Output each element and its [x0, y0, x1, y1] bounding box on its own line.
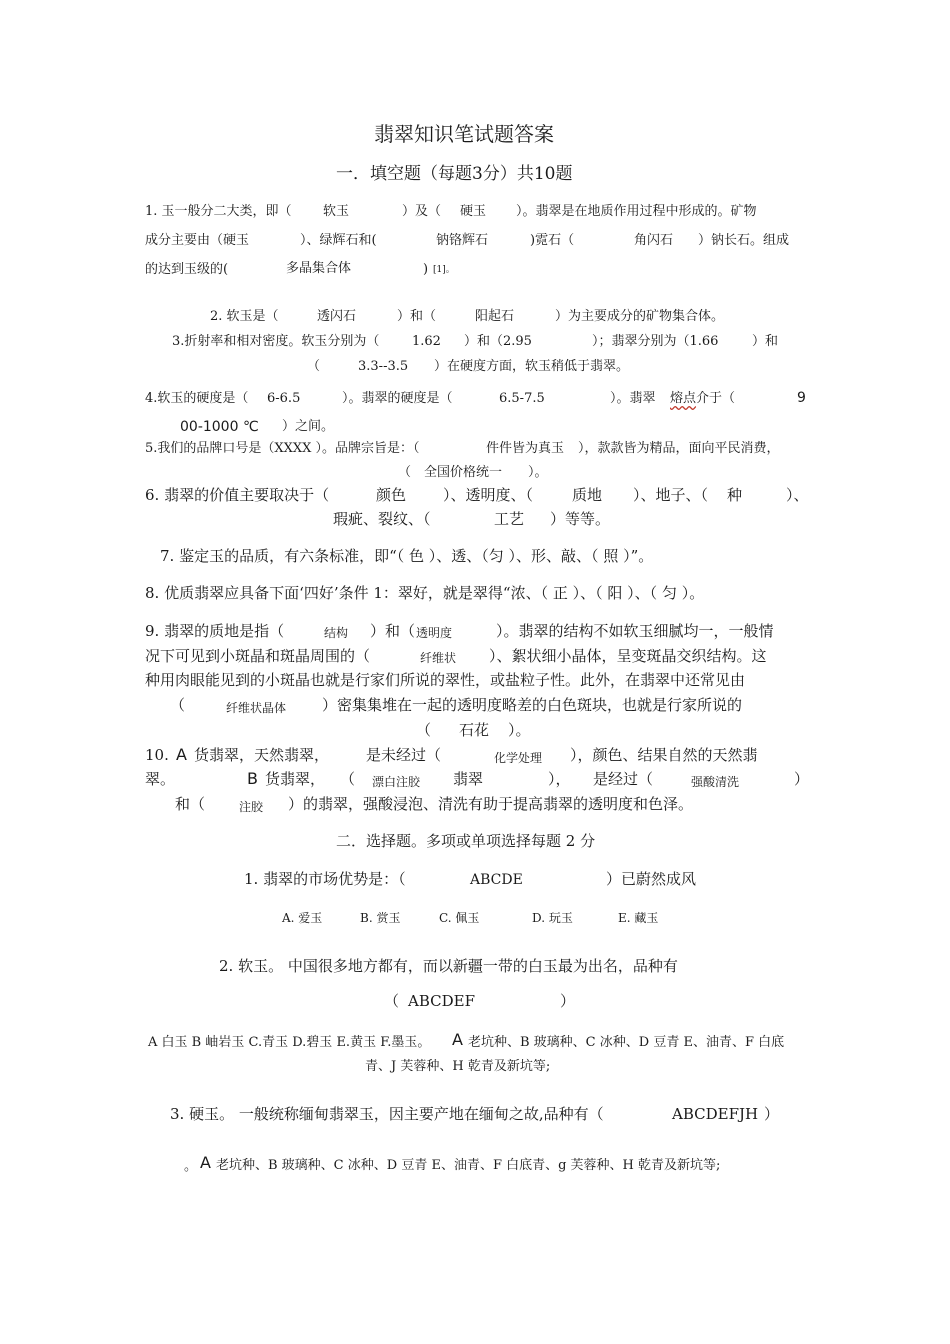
- q9-text: 9. 翡翠的质地是指（: [145, 622, 285, 640]
- q1-text: 成分主要由（硬玉: [145, 233, 250, 248]
- m1-option: D. 玩玉: [532, 911, 573, 925]
- q6-answer: 工艺: [494, 510, 525, 528]
- m2-text: A: [452, 1030, 463, 1049]
- q9-answer: 纤维状: [420, 651, 457, 665]
- page-title: 翡翠知识笔试题答案: [374, 122, 554, 146]
- q4-answer: 6-6.5: [267, 391, 301, 406]
- q1-text: ）。翡翠是在地质作用过程中形成的。矿物: [516, 204, 757, 219]
- q10-text: ）的翡翠，强酸浸泡、清洗有助于提高翡翠的透明度和色泽。: [288, 795, 694, 813]
- m3-text: A: [200, 1153, 211, 1172]
- m1-text: ）已蔚然成风: [606, 870, 697, 888]
- q10-text: 翠。: [145, 770, 176, 788]
- q10-text: 货翡翠，天然翡翠，: [194, 746, 330, 764]
- m1-option: A. 爱玉: [282, 911, 323, 925]
- m2-text: 老坑种、B 玻璃种、C 冰种、D 豆青 E、油青、F 白底: [468, 1035, 785, 1050]
- q1-text: ): [423, 262, 429, 277]
- q6-text: ）等等。: [550, 510, 611, 528]
- m1-option: C. 佩玉: [439, 911, 480, 925]
- q4-text: ）。翡翠的硬度是（: [342, 391, 453, 406]
- m2-text: A 白玉 B 岫岩玉 C.青玉 D.碧玉 E.黄玉 F.墨玉。: [148, 1035, 431, 1050]
- m1-option: E. 藏玉: [618, 911, 659, 925]
- q4-text: 介于（: [696, 391, 736, 406]
- q2-text: ）为主要成分的矿物集合体。: [555, 309, 725, 324]
- q2-answer: 透闪石: [317, 309, 357, 324]
- q9-text: ）和（: [370, 622, 416, 640]
- q1-text: 1. 玉一般分二大类，即（: [145, 204, 292, 219]
- q9-answer: 透明度: [416, 626, 453, 640]
- q4-spellcheck-word: 熔点: [670, 391, 697, 406]
- m1-option: B. 赏玉: [360, 911, 401, 925]
- q10-answer: 注胶: [239, 800, 264, 814]
- q2-text: ）和（: [397, 309, 437, 324]
- q6-answer: 质地: [572, 486, 603, 504]
- q2-text: 2. 软玉是（: [210, 309, 279, 324]
- q2-answer: 阳起石: [475, 309, 515, 324]
- q10-text: ），颜色、结果自然的天然翡: [570, 746, 758, 764]
- question-7: 7. 鉴定玉的品质，有六条标准，即“（ 色 ）、透、（匀 ）、形、敲、（ 照 ）”。: [160, 547, 654, 565]
- q1-answer: 钠铬辉石: [436, 233, 489, 248]
- q3-answer: 1.62: [412, 334, 441, 349]
- q10-text: B: [247, 769, 258, 788]
- q5-text: （: [398, 465, 412, 480]
- q5-text: ）。: [528, 465, 548, 480]
- q1-text: 的达到玉级的(: [145, 262, 229, 277]
- m2-text: ）: [560, 992, 576, 1010]
- q1-answer: 多晶集合体: [286, 261, 352, 276]
- q9-text: 况下可见到小斑晶和斑晶周围的（: [145, 647, 371, 665]
- q9-text: ）。: [508, 721, 531, 739]
- q9-text: （: [170, 696, 186, 714]
- q6-text: ）、透明度、（: [443, 486, 534, 504]
- q10-text: 10.: [145, 746, 169, 764]
- q10-answer: 漂白注胶: [372, 775, 421, 789]
- q4-answer: 9: [797, 390, 806, 406]
- q10-text: A: [176, 745, 187, 764]
- q3-text: 3.折射率和相对密度。软玉分别为（: [172, 334, 380, 349]
- q6-answer: 颜色: [376, 486, 407, 504]
- q6-text: 瑕疵、裂纹、（: [333, 510, 431, 528]
- m3-text: 老坑种、B 玻璃种、C 冰种、D 豆青 E、油青、F 白底青、g 芙蓉种、H 乾青及新坑等;: [216, 1158, 721, 1173]
- q4-text: ）之间。: [282, 419, 335, 434]
- q3-text: ）和: [752, 334, 779, 349]
- m2-text: 青、J 芙蓉种、H 乾青及新坑等;: [365, 1059, 551, 1074]
- q9-text: ）、絮状细小晶体，呈变斑晶交织结构。这: [489, 647, 767, 665]
- m3-text: ）: [764, 1105, 780, 1123]
- m3-text: 。: [184, 1159, 198, 1174]
- q10-text: 是经过（: [593, 770, 654, 788]
- q10-text: （: [340, 770, 356, 788]
- q9-text: （: [416, 721, 432, 739]
- q10-text: ），: [548, 770, 571, 788]
- section-heading-fill-in: 一．填空题（每题3分）共10题: [336, 164, 573, 184]
- q10-answer: 强酸清洗: [691, 775, 740, 789]
- q3-text: ）；翡翠分别为（1.66: [592, 334, 719, 349]
- q3-text: ）和（2.95: [464, 334, 532, 349]
- q5-text: ），款款皆为精品，面向平民消费，: [578, 441, 780, 456]
- m1-answer: ABCDE: [470, 872, 523, 888]
- section-heading-choice: 二．选择题。多项或单项选择每题 2 分: [336, 832, 596, 850]
- q10-text: ）: [794, 770, 810, 788]
- q4-answer: 6.5-7.5: [499, 391, 545, 406]
- q9-text: ）密集集堆在一起的透明度略差的白色斑块，也就是行家所说的: [322, 696, 743, 714]
- q10-text: 货翡翠，: [265, 770, 326, 788]
- m3-text: 3. 硬玉。 一般统称缅甸翡翠玉，因主要产地在缅甸之故,品种有（: [170, 1105, 604, 1123]
- q4-answer: 00-1000 ℃: [180, 419, 259, 435]
- q3-text: ）在硬度方面，软玉稍低于翡翠。: [434, 359, 630, 374]
- q6-text: 6. 翡翠的价值主要取决于（: [145, 486, 330, 504]
- q1-text: ）钠长石。组成: [698, 233, 790, 248]
- q5-answer: 件件皆为真玉: [486, 441, 565, 456]
- q5-text: 5.我们的品牌口号是（XXXX ）。品牌宗旨是：（: [145, 441, 420, 456]
- q10-text: 是未经过（: [366, 746, 442, 764]
- q10-answer: 翡翠: [453, 770, 484, 788]
- q6-answer: 种: [727, 486, 743, 504]
- q6-text: ）、地子、（: [633, 486, 709, 504]
- q1-answer: 角闪石: [634, 233, 674, 248]
- question-8: 8. 优质翡翠应具备下面‘四好’条件 1：翠好，就是翠得“浓、（ 正 ）、（ 阳 ）、（ 匀 ）。: [145, 584, 705, 602]
- q5-answer: 全国价格统一: [424, 465, 503, 480]
- m2-answer: ABCDEF: [408, 992, 475, 1010]
- m3-answer: ABCDEFJH: [672, 1105, 759, 1123]
- q10-text: 和（: [175, 795, 206, 813]
- q4-text: ）。翡翠: [610, 391, 656, 406]
- q3-answer: 3.3--3.5: [358, 359, 409, 374]
- q6-text: ）、: [786, 486, 809, 504]
- q1-text: ）、绿辉石和(: [300, 233, 377, 248]
- q3-text: （: [307, 359, 321, 374]
- q1-footnote: [1]。: [433, 265, 455, 275]
- q1-text: )霓石（: [530, 233, 575, 248]
- m1-text: 1. 翡翠的市场优势是：（: [244, 870, 406, 888]
- q9-text: ）。翡翠的结构不如软玉细腻均一，一般情: [496, 622, 774, 640]
- q9-answer: 石花: [459, 721, 490, 739]
- q10-answer: 化学处理: [494, 751, 543, 765]
- m2-text: （: [384, 992, 400, 1010]
- q1-answer: 软玉: [323, 204, 350, 219]
- q9-answer: 结构: [324, 626, 349, 640]
- q1-text: ）及（: [402, 204, 442, 219]
- m2-text: 2. 软玉。 中国很多地方都有，而以新疆一带的白玉最为出名，品种有: [219, 957, 678, 975]
- q4-text: 4.软玉的硬度是（: [145, 391, 249, 406]
- q9-answer: 纤维状晶体: [226, 701, 287, 715]
- q1-answer: 硬玉: [460, 204, 487, 219]
- q9-text: 种用肉眼能见到的小斑晶也就是行家们所说的翠性，或盐粒子性。此外，在翡翠中还常见由: [145, 671, 746, 689]
